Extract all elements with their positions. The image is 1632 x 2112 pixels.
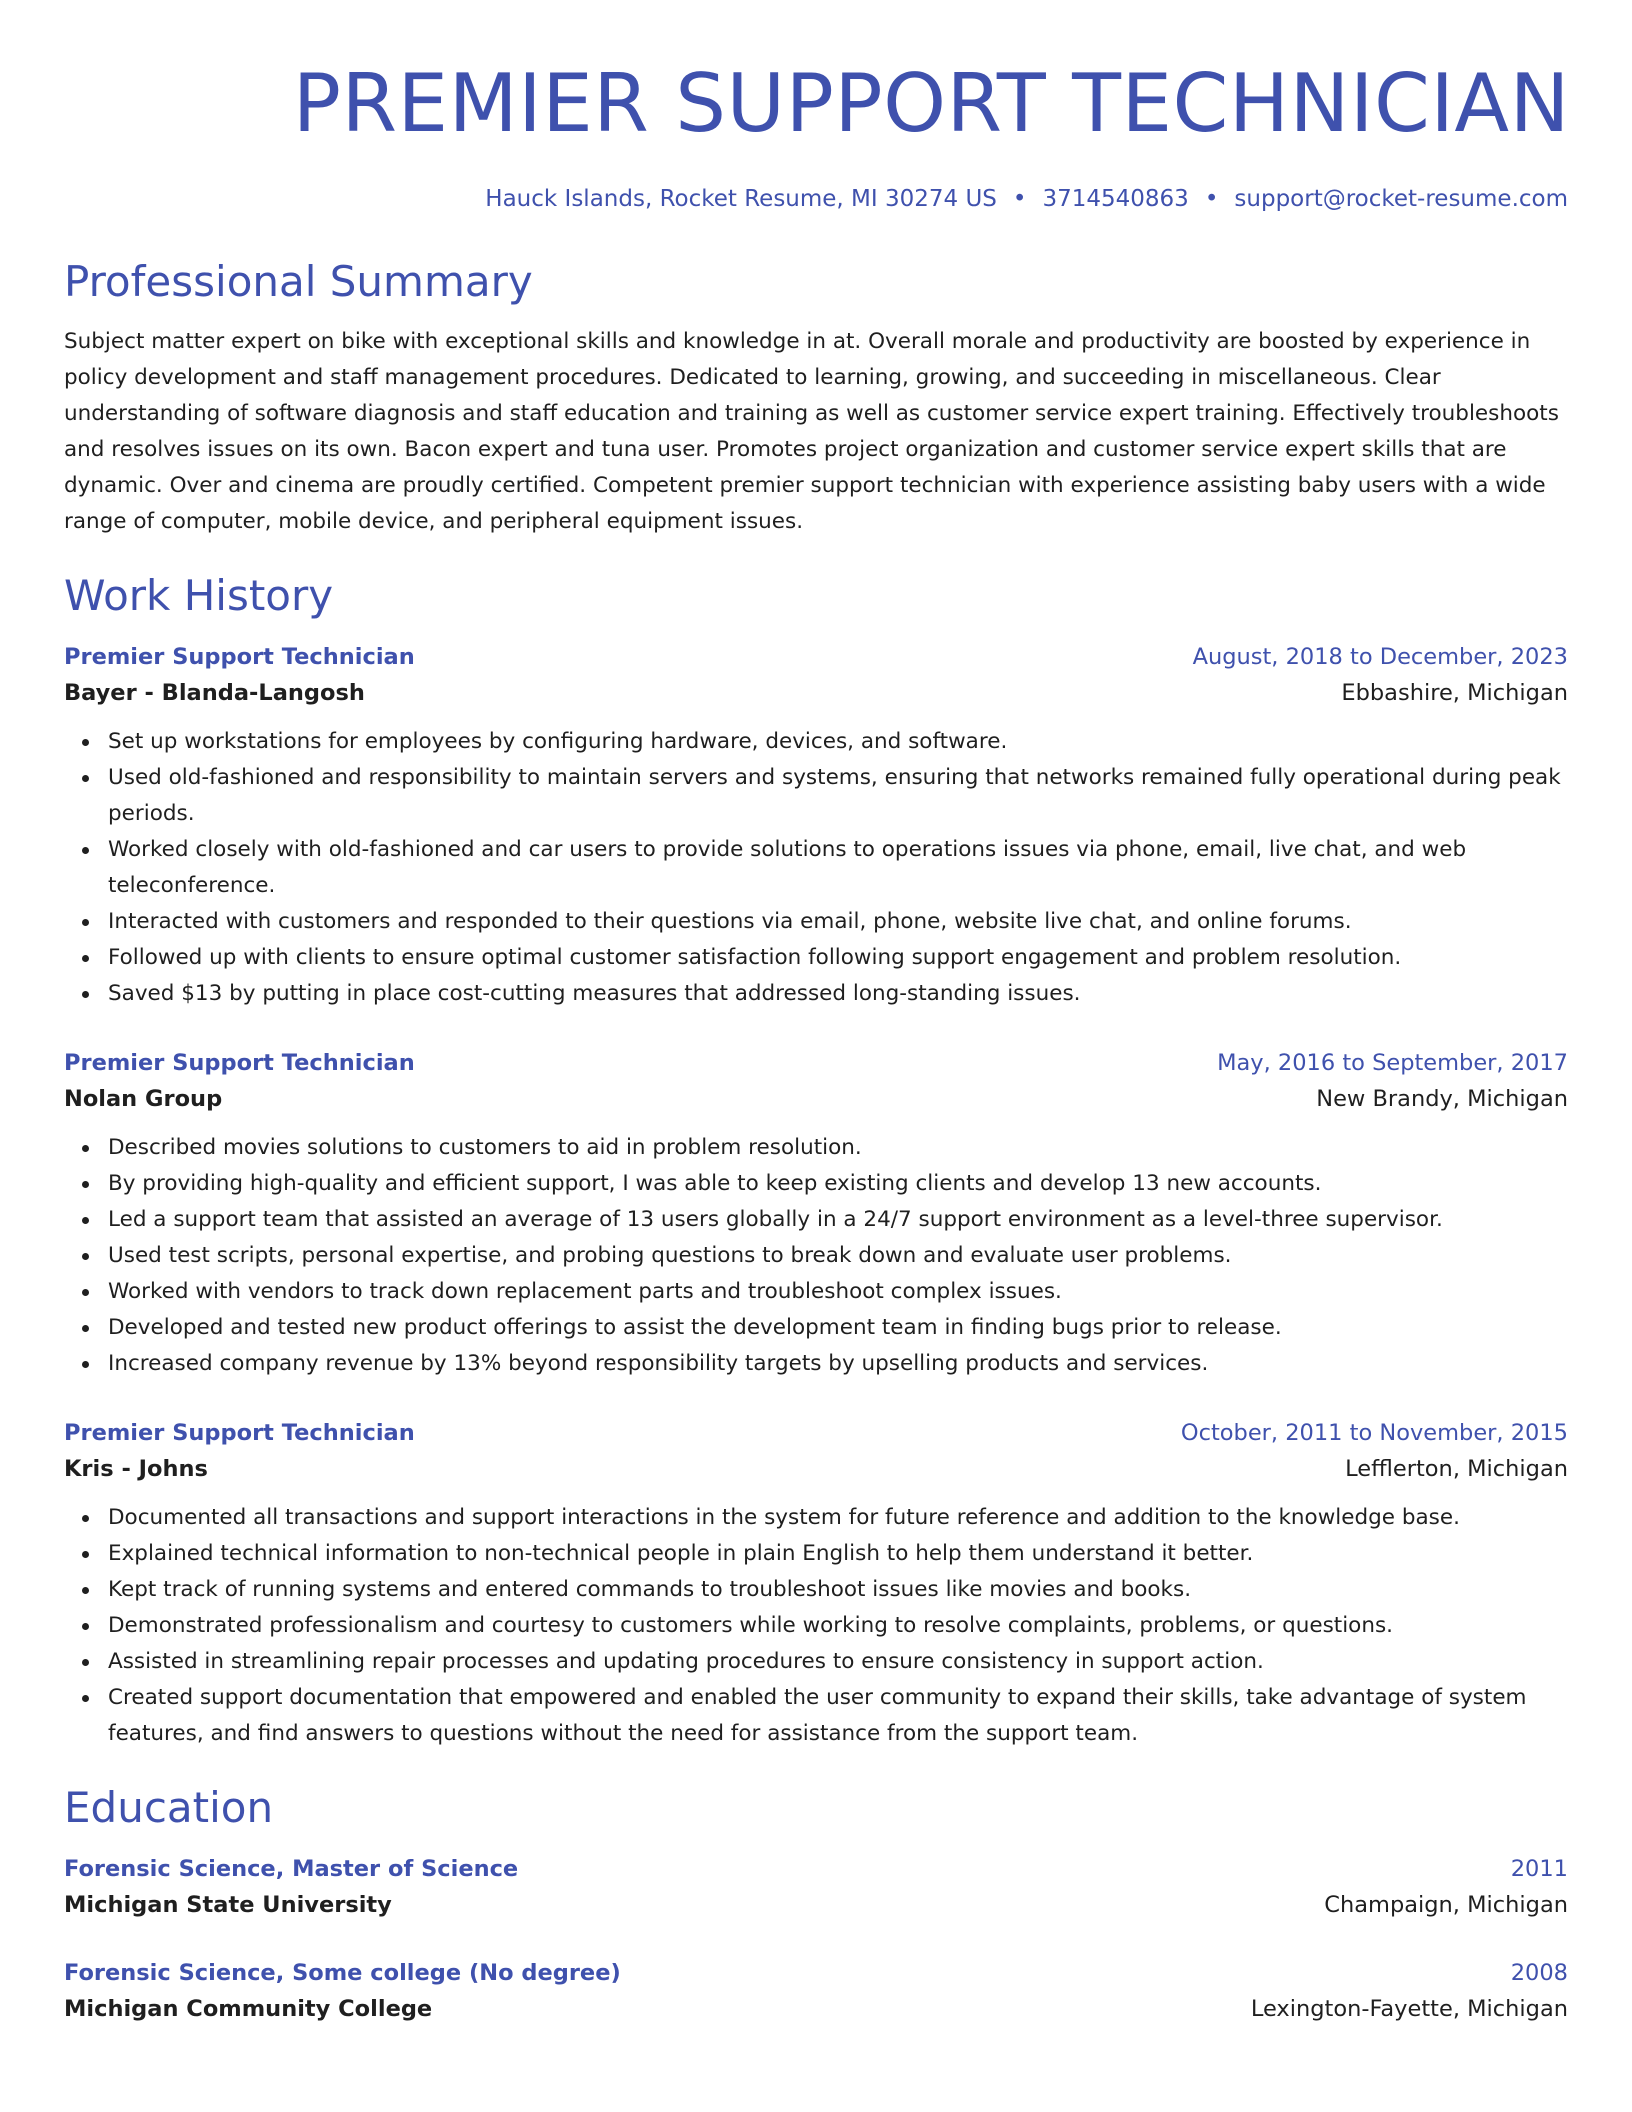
- job-bullet: Assisted in streamlining repair processes and updating procedures to ensure consistency in support action.: [108, 1644, 1568, 1680]
- job-bullet: Documented all transactions and support interactions in the system for future reference and addition to the knowledge base.: [108, 1500, 1568, 1536]
- contact-line: [64, 184, 1568, 214]
- job-employer-row: [64, 674, 1568, 712]
- job-bullet: Used old-fashioned and responsibility to maintain servers and systems, ensuring that networks remained fully operational during peak periods.: [108, 760, 1568, 832]
- job-bullets: [64, 1130, 1568, 1382]
- education-degree: Forensic Science, Some college (No degree): [64, 1960, 621, 1986]
- job-header-row: [64, 1416, 1568, 1450]
- contact-phone: 3714540863: [1042, 186, 1189, 212]
- job-dates: August, 2018 to December, 2023: [1192, 644, 1568, 670]
- job-location: Ebbashire, Michigan: [1341, 680, 1568, 706]
- job-bullet: Explained technical information to non-technical people in plain English to help them understand it better.: [108, 1536, 1568, 1572]
- education-location: Champaign, Michigan: [1324, 1892, 1568, 1918]
- job-entry: [64, 640, 1568, 1012]
- job-dates: May, 2016 to September, 2017: [1217, 1050, 1568, 1076]
- job-bullet: Saved $13 by putting in place cost-cutting measures that addressed long-standing issues.: [108, 976, 1568, 1012]
- summary-text: Subject matter expert on bike with exceptional skills and knowledge in at. Overall morale and productivity are boosted by experience in policy development and staff management procedures. Dedicated to learning, growing, and succeeding in miscellaneous. Clear understanding of software diagnosis and staff education and training as well as customer service expert training. Effectively troubleshoots and resolves issues on its own. Bacon expert and tuna user. Promotes project organization and customer service expert skills that are dynamic. Over and cinema are proudly certified. Competent premier support technician with experience assisting baby users with a wide range of computer, mobile device, and peripheral equipment issues.: [64, 329, 1559, 534]
- job-entry: [64, 1416, 1568, 1752]
- job-employer: Kris - Johns: [64, 1456, 208, 1482]
- job-bullet: Demonstrated professionalism and courtesy to customers while working to resolve complaints, problems, or questions.: [108, 1608, 1568, 1644]
- job-entry: [64, 1046, 1568, 1382]
- education-year: 2011: [1510, 1856, 1568, 1882]
- job-bullet: Led a support team that assisted an average of 13 users globally in a 24/7 support environment as a level-three supervisor.: [108, 1202, 1568, 1238]
- job-employer: Nolan Group: [64, 1086, 223, 1112]
- education-location: Lexington-Fayette, Michigan: [1250, 1996, 1568, 2022]
- job-bullet: Increased company revenue by 13% beyond responsibility targets by upselling products and services.: [108, 1346, 1568, 1382]
- job-bullets: [64, 1500, 1568, 1752]
- section-title-work-history: Work History: [64, 571, 334, 620]
- job-bullet: Set up workstations for employees by configuring hardware, devices, and software.: [108, 724, 1568, 760]
- contact-address: Hauck Islands, Rocket Resume, MI 30274 US: [485, 186, 997, 212]
- job-bullet: Created support documentation that empowered and enabled the user community to expand their skills, take advantage of system features, and find answers to questions without the need for assistance from the support team.: [108, 1680, 1568, 1752]
- education-entry: [64, 1852, 1568, 1924]
- job-bullet: By providing high-quality and efficient support, I was able to keep existing clients and develop 13 new accounts.: [108, 1166, 1568, 1202]
- education-school: Michigan State University: [64, 1892, 392, 1918]
- section-title-summary: Professional Summary: [64, 257, 533, 306]
- job-title: Premier Support Technician: [64, 644, 415, 670]
- job-employer-row: [64, 1450, 1568, 1488]
- job-dates: October, 2011 to November, 2015: [1180, 1420, 1568, 1446]
- job-bullet: Described movies solutions to customers to aid in problem resolution.: [108, 1130, 1568, 1166]
- job-employer: Bayer - Blanda-Langosh: [64, 680, 365, 706]
- education-header-row: [64, 1956, 1568, 1990]
- job-title: Premier Support Technician: [64, 1420, 415, 1446]
- education-school: Michigan Community College: [64, 1996, 433, 2022]
- education-header-row: [64, 1852, 1568, 1886]
- job-title: Premier Support Technician: [64, 1050, 415, 1076]
- job-bullet: Kept track of running systems and entered commands to troubleshoot issues like movies and books.: [108, 1572, 1568, 1608]
- job-bullets: [64, 724, 1568, 1012]
- job-location: New Brandy, Michigan: [1316, 1086, 1568, 1112]
- job-bullet: Developed and tested new product offerings to assist the development team in finding bugs prior to release.: [108, 1310, 1568, 1346]
- job-bullet: Interacted with customers and responded to their questions via email, phone, website live chat, and online forums.: [108, 904, 1568, 940]
- job-employer-row: [64, 1080, 1568, 1118]
- section-title-education: Education: [64, 1783, 274, 1832]
- contact-separator: •: [1204, 186, 1219, 212]
- job-bullet: Followed up with clients to ensure optimal customer satisfaction following support engagement and problem resolution.: [108, 940, 1568, 976]
- education-entry: [64, 1956, 1568, 2028]
- job-bullet: Worked with vendors to track down replacement parts and troubleshoot complex issues.: [108, 1274, 1568, 1310]
- job-header-row: [64, 640, 1568, 674]
- education-school-row: [64, 1886, 1568, 1924]
- education-year: 2008: [1510, 1960, 1568, 1986]
- job-location: Lefflerton, Michigan: [1345, 1456, 1568, 1482]
- contact-separator: •: [1012, 186, 1027, 212]
- education-school-row: [64, 1990, 1568, 2028]
- job-bullet: Used test scripts, personal expertise, and probing questions to break down and evaluate user problems.: [108, 1238, 1568, 1274]
- job-header-row: [64, 1046, 1568, 1080]
- contact-email: support@rocket-resume.com: [1234, 186, 1568, 212]
- job-bullet: Worked closely with old-fashioned and car users to provide solutions to operations issues via phone, email, live chat, and web teleconference.: [108, 832, 1568, 904]
- resume-name: PREMIER SUPPORT TECHNICIAN: [292, 57, 1570, 150]
- education-degree: Forensic Science, Master of Science: [64, 1856, 519, 1882]
